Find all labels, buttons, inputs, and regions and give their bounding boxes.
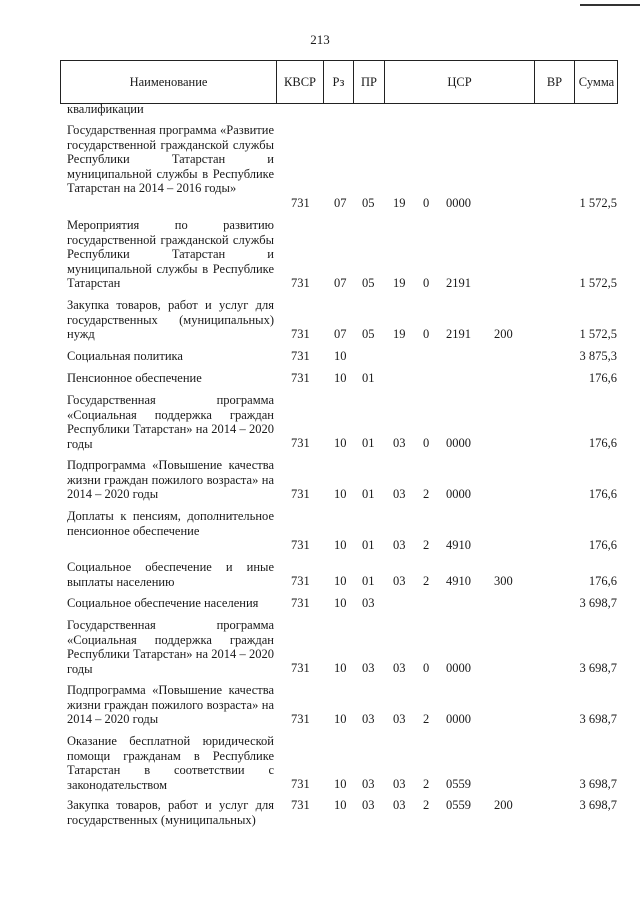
cell-csr-program: 03 — [393, 487, 406, 502]
row-name: Закупка товаров, работ и услуг для государственных (муниципальных) — [67, 798, 274, 827]
cell-sum: 176,6 — [588, 371, 617, 386]
table-row — [60, 349, 620, 364]
header-pr: ПР — [354, 61, 385, 103]
cell-csr-subprogram: 0 — [423, 196, 430, 211]
row-name: Мероприятия по развитию государственной гражданской службы Республики Татарстан и муниципальной службы в Республике Татарстан — [67, 218, 274, 291]
cell-rz: 07 — [334, 276, 347, 291]
cell-pr: 05 — [362, 196, 375, 211]
cell-kvsr: 731 — [291, 349, 310, 364]
cell-vr: 200 — [494, 798, 513, 813]
cell-kvsr: 731 — [291, 596, 310, 611]
table-row — [60, 371, 620, 386]
cell-csr-direction: 0559 — [446, 777, 471, 792]
cell-csr-subprogram: 2 — [423, 777, 430, 792]
cell-csr-direction: 0000 — [446, 661, 471, 676]
cell-rz: 10 — [334, 798, 347, 813]
cell-sum: 176,6 — [588, 487, 617, 502]
header-csr: ЦСР — [385, 61, 535, 103]
cell-csr-direction: 2191 — [446, 276, 471, 291]
header-vr: ВР — [535, 61, 575, 103]
table-row — [60, 683, 620, 727]
cell-kvsr: 731 — [291, 487, 310, 502]
cell-pr: 01 — [362, 574, 375, 589]
cell-csr-subprogram: 2 — [423, 487, 430, 502]
header-rz: Рз — [324, 61, 354, 103]
cell-pr: 03 — [362, 661, 375, 676]
row-name: Подпрограмма «Повышение качества жизни граждан пожилого возраста» на 2014 – 2020 годы — [67, 683, 274, 727]
row-name: Оказание бесплатной юридической помощи гражданам в Республике Татарстан в соответствии с законодательством — [67, 734, 274, 792]
cell-csr-direction: 0559 — [446, 798, 471, 813]
cell-pr: 01 — [362, 371, 375, 386]
cell-csr-program: 03 — [393, 538, 406, 553]
cell-csr-subprogram: 0 — [423, 661, 430, 676]
cell-kvsr: 731 — [291, 538, 310, 553]
cell-csr-subprogram: 2 — [423, 712, 430, 727]
cell-sum: 3 698,7 — [579, 661, 617, 676]
cell-csr-subprogram: 0 — [423, 436, 430, 451]
table-row — [60, 618, 620, 676]
header-kvsr: КВСР — [277, 61, 324, 103]
cell-rz: 10 — [334, 777, 347, 792]
page-number: 213 — [310, 32, 330, 47]
cell-csr-program: 03 — [393, 777, 406, 792]
cell-rz: 10 — [334, 371, 347, 386]
cell-csr-direction: 0000 — [446, 712, 471, 727]
table-row — [60, 102, 620, 117]
row-name: Социальная политика — [67, 349, 183, 363]
cell-sum: 176,6 — [588, 538, 617, 553]
cell-rz: 10 — [334, 436, 347, 451]
cell-csr-direction: 0000 — [446, 487, 471, 502]
row-name: Пенсионное обеспечение — [67, 371, 202, 385]
cell-pr: 03 — [362, 777, 375, 792]
row-name: Подпрограмма «Повышение качества жизни граждан пожилого возраста» на 2014 – 2020 годы — [67, 458, 274, 502]
cell-rz: 10 — [334, 349, 347, 364]
table-row — [60, 509, 620, 553]
cell-csr-direction: 2191 — [446, 327, 471, 342]
table-row — [60, 218, 620, 291]
table-row — [60, 458, 620, 502]
row-name: Социальное обеспечение и иные выплаты населению — [67, 560, 274, 589]
cell-kvsr: 731 — [291, 777, 310, 792]
cell-csr-program: 03 — [393, 661, 406, 676]
cell-csr-program: 03 — [393, 712, 406, 727]
cell-csr-subprogram: 0 — [423, 276, 430, 291]
row-name: Государственная программа «Социальная поддержка граждан Республики Татарстан» на 2014 – 2020 годы — [67, 393, 274, 451]
cell-pr: 03 — [362, 596, 375, 611]
cell-sum: 3 698,7 — [579, 798, 617, 813]
cell-kvsr: 731 — [291, 196, 310, 211]
cell-sum: 1 572,5 — [579, 327, 617, 342]
table-row — [60, 798, 620, 827]
cell-kvsr: 731 — [291, 276, 310, 291]
cell-kvsr: 731 — [291, 798, 310, 813]
cell-csr-program: 03 — [393, 574, 406, 589]
cell-csr-direction: 4910 — [446, 538, 471, 553]
cell-rz: 10 — [334, 538, 347, 553]
cell-csr-subprogram: 2 — [423, 574, 430, 589]
corner-mark — [580, 0, 640, 6]
cell-kvsr: 731 — [291, 436, 310, 451]
cell-sum: 3 698,7 — [579, 596, 617, 611]
row-name: Доплаты к пенсиям, дополнительное пенсионное обеспечение — [67, 509, 274, 538]
cell-pr: 05 — [362, 276, 375, 291]
cell-csr-program: 19 — [393, 196, 406, 211]
cell-sum: 1 572,5 — [579, 196, 617, 211]
cell-csr-direction: 4910 — [446, 574, 471, 589]
cell-sum: 176,6 — [588, 436, 617, 451]
table-row — [60, 123, 620, 211]
cell-rz: 10 — [334, 596, 347, 611]
cell-csr-subprogram: 2 — [423, 798, 430, 813]
cell-kvsr: 731 — [291, 661, 310, 676]
header-name: Наименование — [61, 61, 277, 103]
table-row — [60, 298, 620, 342]
cell-sum: 1 572,5 — [579, 276, 617, 291]
cell-sum: 3 875,3 — [579, 349, 617, 364]
cell-pr: 01 — [362, 436, 375, 451]
cell-rz: 10 — [334, 574, 347, 589]
cell-csr-program: 03 — [393, 798, 406, 813]
cell-rz: 07 — [334, 196, 347, 211]
cell-rz: 10 — [334, 661, 347, 676]
row-name: Государственная программа «Социальная поддержка граждан Республики Татарстан» на 2014 – 2020 годы — [67, 618, 274, 676]
cell-pr: 05 — [362, 327, 375, 342]
cell-rz: 10 — [334, 712, 347, 727]
cell-pr: 01 — [362, 487, 375, 502]
cell-rz: 10 — [334, 487, 347, 502]
cell-csr-program: 19 — [393, 327, 406, 342]
cell-vr: 300 — [494, 574, 513, 589]
cell-sum: 176,6 — [588, 574, 617, 589]
header-sum: Сумма — [578, 74, 615, 89]
table-row — [60, 734, 620, 792]
table-row — [60, 393, 620, 451]
cell-sum: 3 698,7 — [579, 712, 617, 727]
cell-csr-program: 19 — [393, 276, 406, 291]
table-header — [60, 60, 618, 104]
cell-kvsr: 731 — [291, 371, 310, 386]
cell-kvsr: 731 — [291, 574, 310, 589]
cell-kvsr: 731 — [291, 327, 310, 342]
table-row — [60, 596, 620, 611]
row-name: Закупка товаров, работ и услуг для государственных (муниципальных) нужд — [67, 298, 274, 342]
row-name: Государственная программа «Развитие государственной гражданской службы Республики Татарстан и муниципальной службы в Республике Татарстан на 2014 – 2016 годы» — [67, 123, 274, 196]
cell-csr-program: 03 — [393, 436, 406, 451]
table-row — [60, 560, 620, 589]
cell-rz: 07 — [334, 327, 347, 342]
cell-kvsr: 731 — [291, 712, 310, 727]
cell-sum: 3 698,7 — [579, 777, 617, 792]
cell-csr-subprogram: 0 — [423, 327, 430, 342]
row-name: Социальное обеспечение населения — [67, 596, 259, 610]
cell-pr: 03 — [362, 798, 375, 813]
row-name: квалификации — [67, 102, 144, 116]
cell-csr-direction: 0000 — [446, 196, 471, 211]
cell-pr: 03 — [362, 712, 375, 727]
cell-csr-subprogram: 2 — [423, 538, 430, 553]
cell-vr: 200 — [494, 327, 513, 342]
cell-csr-direction: 0000 — [446, 436, 471, 451]
cell-pr: 01 — [362, 538, 375, 553]
